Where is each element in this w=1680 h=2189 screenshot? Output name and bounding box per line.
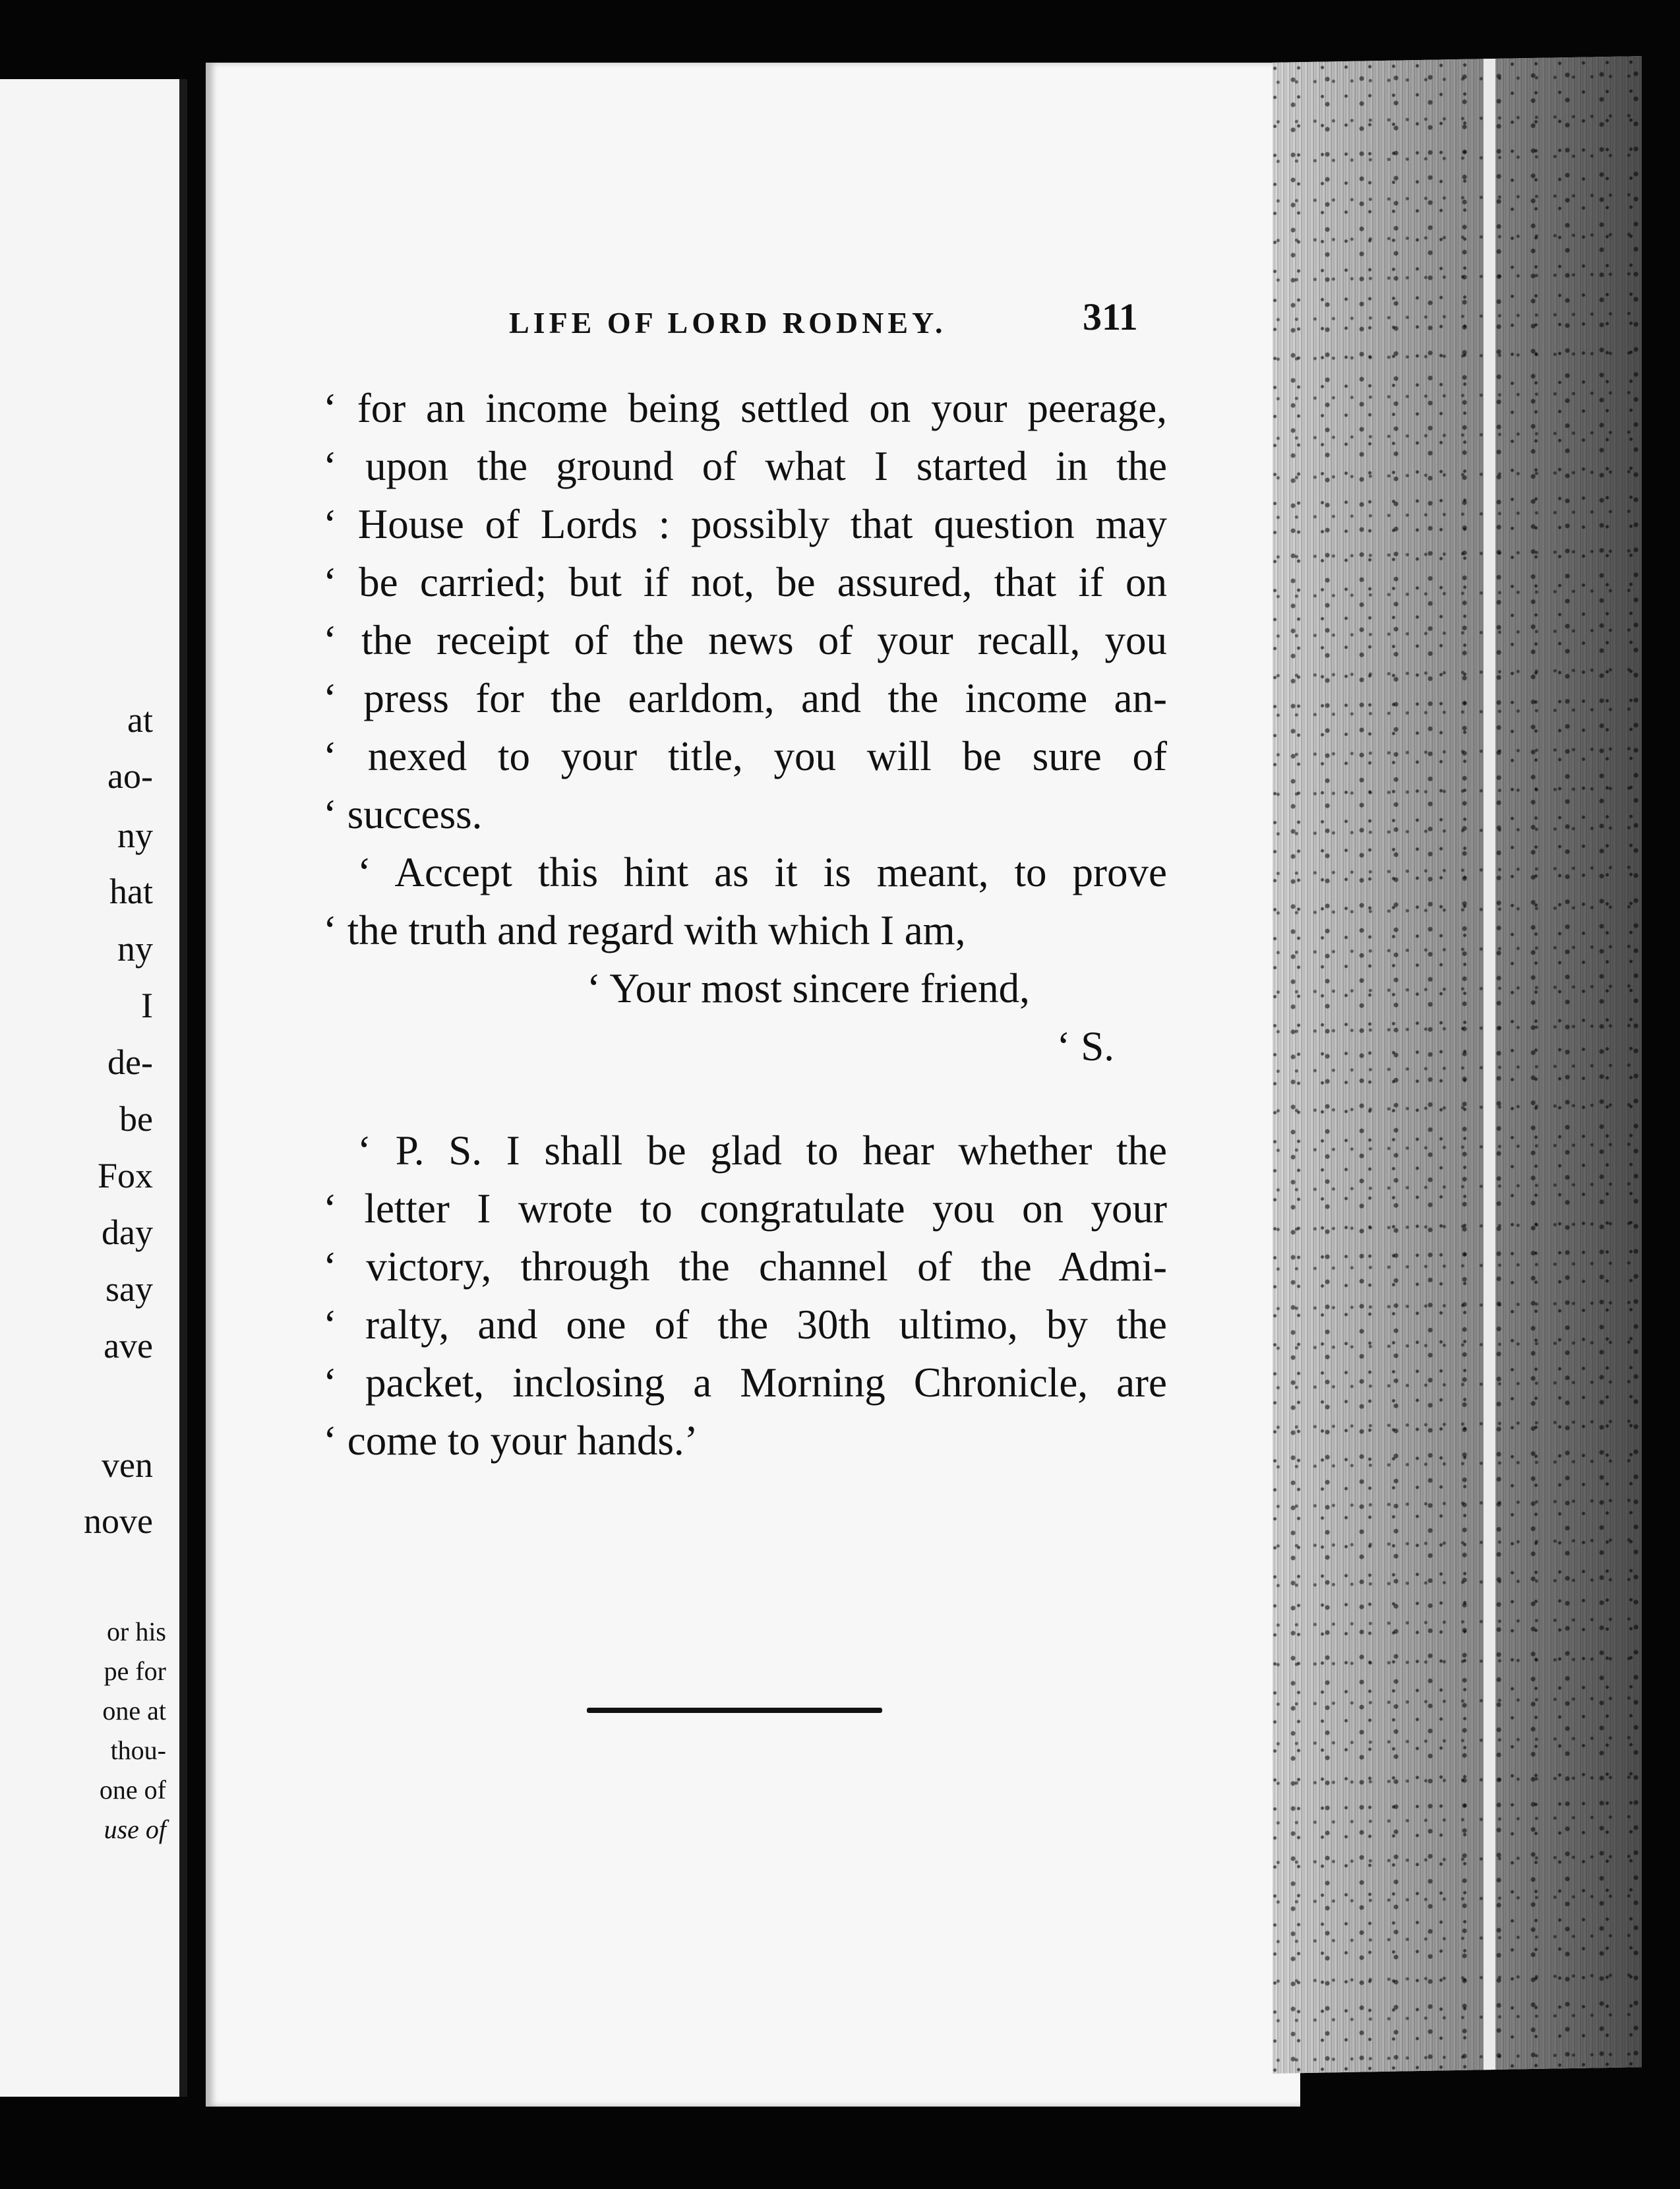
- left-page-fragment: Fox: [97, 1156, 153, 1195]
- left-page-footnote: pe for: [104, 1656, 166, 1686]
- paragraph-line: ‘ Accept this hint as it is meant, to prove: [357, 849, 1167, 895]
- letter-closing: ‘ Your most sincere friend,: [587, 965, 1030, 1011]
- section-end-rule: [587, 1708, 882, 1713]
- left-page-fragment: ny: [117, 929, 153, 969]
- postscript-line: ‘ victory, through the channel of the Admi-: [323, 1244, 1167, 1290]
- letter-text: [323, 379, 1167, 1470]
- postscript-line: ‘ packet, inclosing a Morning Chronicle, are: [323, 1360, 1167, 1406]
- left-page-footnote: one of: [99, 1775, 166, 1805]
- left-page-footnote: thou-: [110, 1735, 166, 1765]
- postscript-line: ‘ letter I wrote to congratulate you on your: [323, 1185, 1167, 1232]
- book-fore-edge: [1273, 56, 1642, 2074]
- left-page-fragment: de-: [107, 1042, 153, 1082]
- body-line: ‘ upon the ground of what I started in the: [323, 443, 1167, 489]
- left-page-footnote: one at: [102, 1696, 166, 1725]
- postscript-line: ‘ come to your hands.’: [323, 1418, 698, 1464]
- body-line: ‘ be carried; but if not, be assured, that if on: [323, 559, 1167, 605]
- left-page-fragment: ven: [102, 1445, 153, 1485]
- left-page-footnote: use of: [104, 1814, 166, 1844]
- body-line: ‘ for an income being settled on your peerage,: [323, 385, 1167, 431]
- left-page-fragment: nove: [84, 1501, 153, 1541]
- left-page-fragment: hat: [109, 872, 153, 911]
- letter-signature: ‘ S.: [1056, 1023, 1114, 1069]
- body-line: ‘ nexed to your title, you will be sure of: [323, 733, 1167, 779]
- left-page-fragment: at: [127, 700, 153, 740]
- postscript-line: ‘ P. S. I shall be glad to hear whether the: [357, 1127, 1167, 1174]
- page-number: 311: [1083, 295, 1138, 338]
- left-page-footnote: or his: [107, 1617, 166, 1646]
- main-page: [206, 63, 1300, 2107]
- left-page-fragment: say: [105, 1269, 153, 1309]
- body-line: ‘ success.: [323, 791, 483, 837]
- body-line: ‘ press for the earldom, and the income an-: [323, 675, 1167, 721]
- body-line: ‘ the receipt of the news of your recall, you: [323, 617, 1167, 663]
- postscript-line: ‘ ralty, and one of the 30th ultimo, by the: [323, 1302, 1167, 1348]
- left-page-fragment: I: [141, 986, 153, 1025]
- left-facing-page: [0, 79, 187, 2097]
- left-page-fragment: be: [119, 1099, 153, 1139]
- running-head: LIFE OF LORD RODNEY.: [509, 306, 947, 340]
- left-page-fragment: ao-: [107, 756, 153, 796]
- left-page-fragment: day: [102, 1213, 153, 1252]
- body-line: ‘ House of Lords : possibly that question may: [323, 501, 1167, 547]
- left-page-fragment: ave: [104, 1326, 153, 1365]
- paragraph-line: ‘ the truth and regard with which I am,: [323, 907, 966, 953]
- left-page-fragment: ny: [117, 816, 153, 855]
